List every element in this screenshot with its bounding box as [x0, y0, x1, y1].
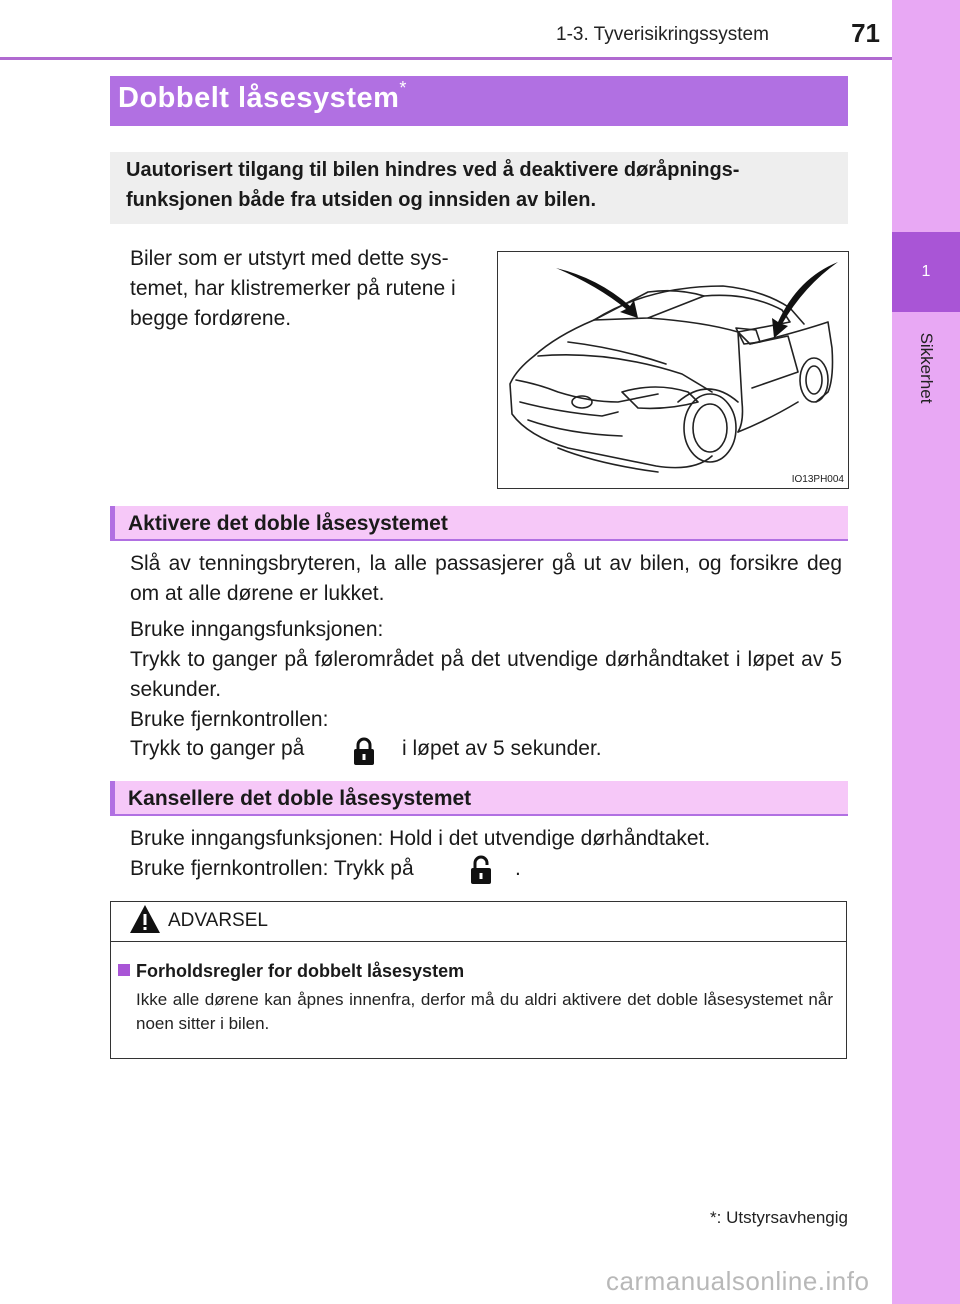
activate-entry-label: Bruke inngangsfunksjonen:: [130, 618, 384, 641]
header-section-title: 1-3. Tyverisikringssystem: [556, 24, 769, 45]
lock-icon: [353, 736, 375, 766]
footnote-marker: *: [710, 1208, 717, 1227]
cancel-heading-underline: [110, 814, 848, 816]
activate-remote-before: Trykk to ganger på: [130, 737, 305, 760]
intro-text: Uautorisert tilgang til bilen hindres ved å deaktivere døråpnings-funksjonen både fra utsiden og innsiden av bilen.: [126, 159, 740, 211]
activate-intro: Slå av tenningsbryteren, la alle passasjerer gå ut av bilen, og forsikre deg om at alle dørene er lukket.: [130, 552, 842, 605]
page-number: 71: [851, 18, 880, 48]
cancel-remote-after: .: [515, 857, 521, 880]
activate-heading-underline: [110, 539, 848, 541]
section-title-text: Dobbelt låsesystem: [118, 82, 400, 114]
sticker-paragraph: Biler som er utstyrt med dette sys-temet, har klistremerker på rutene i begge fordørene.: [130, 247, 456, 330]
activate-heading: Aktivere det doble låsesystemet: [128, 512, 448, 535]
activate-remote-after: i løpet av 5 sekunder.: [402, 737, 602, 760]
watermark[interactable]: carmanualsonline.info: [606, 1266, 870, 1296]
warning-header-divider: [110, 941, 847, 942]
chapter-tab-label: [892, 318, 960, 418]
footnote-text: : Utstyrsavhengig: [716, 1208, 848, 1227]
footnote: [688, 1208, 848, 1228]
chapter-tab-number[interactable]: 1: [892, 232, 960, 312]
unlock-icon: [470, 855, 492, 885]
warning-triangle-icon: [128, 903, 162, 935]
warning-body: Ikke alle dørene kan åpnes innenfra, derfor må du aldri aktivere det doble låsesystemet når noen sitter i bilen.: [136, 990, 833, 1033]
warning-title: [118, 961, 464, 982]
chapter-tab-label-text: Sikkerhet: [917, 332, 936, 404]
cancel-heading: Kansellere det doble låsesystemet: [128, 787, 472, 810]
header-divider: [0, 57, 892, 60]
figure-code: IO13PH004: [791, 474, 844, 485]
cancel-entry-text: Bruke inngangsfunksjonen: Hold i det utvendige dørhåndtaket.: [130, 827, 711, 850]
warning-label: ADVARSEL: [168, 910, 268, 931]
cancel-remote-before: Bruke fjernkontrollen: Trykk på: [130, 857, 414, 880]
warning-title-text: Forholdsregler for dobbelt låsesystem: [136, 961, 465, 981]
activate-remote-label: Bruke fjernkontrollen:: [130, 708, 329, 731]
chapter-side-tab: [892, 0, 960, 1304]
equipment-marker: *: [399, 78, 407, 98]
bullet-square-icon: [118, 964, 130, 976]
car-drawing: [498, 252, 848, 488]
activate-entry-text: Trykk to ganger på følerområdet på det utvendige dørhåndtaket i løpet av 5 sekunder.: [130, 648, 842, 701]
car-illustration: [497, 251, 849, 489]
section-title: [118, 78, 407, 115]
